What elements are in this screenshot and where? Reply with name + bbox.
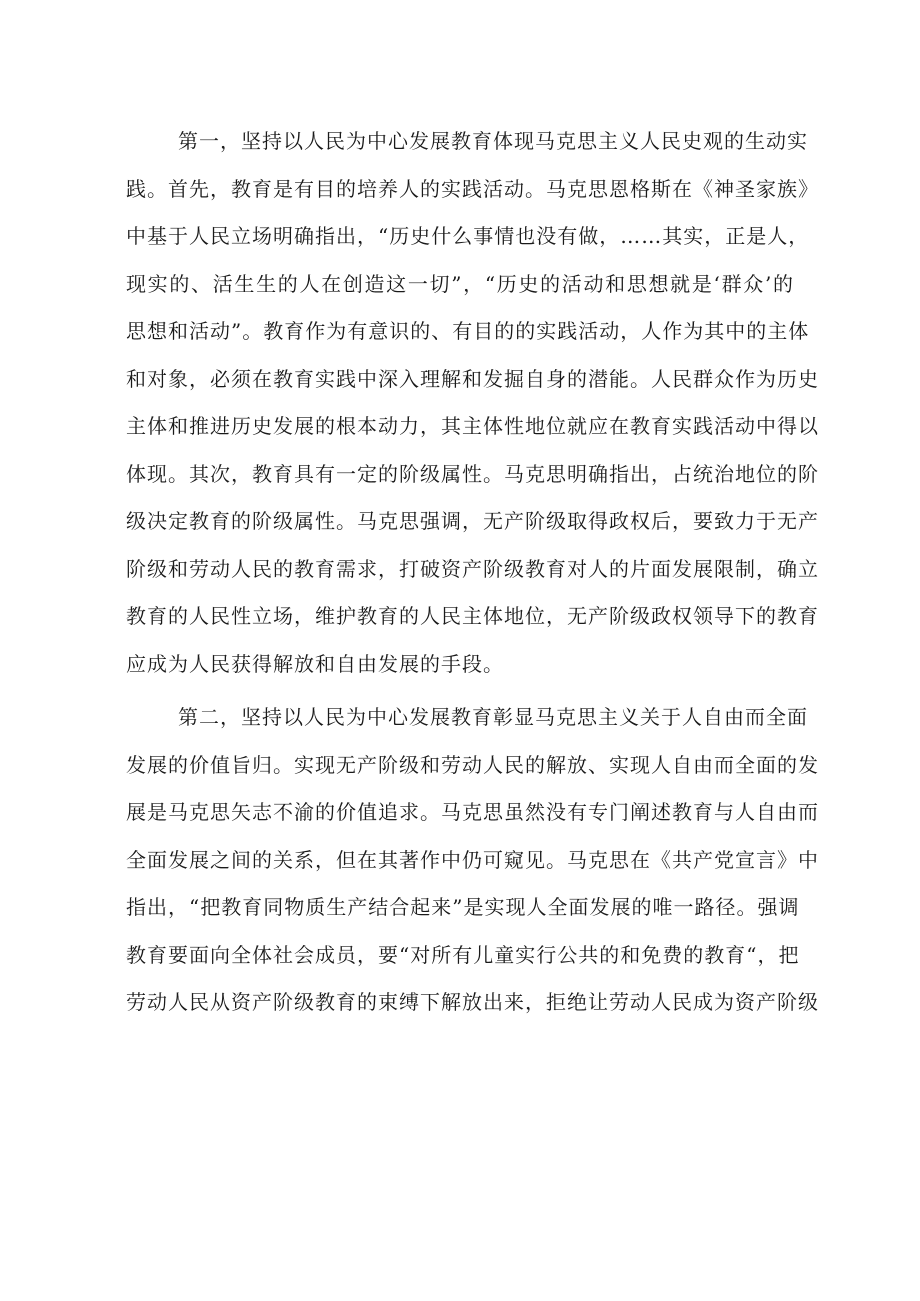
text-line: 教育的人民性立场，维护教育的人民主体地位，无产阶级政权领导下的教育 — [126, 604, 819, 628]
text-line: 第一，坚持以人民为中心发展教育体现马克思主义人民史观的生动实 — [178, 129, 808, 153]
paragraph-1 — [126, 118, 819, 688]
text-line: 展是马克思矢志不渝的价值追求。马克思虽然没有专门阐述教育与人自由而 — [126, 800, 819, 824]
text-line: 中基于人民立场明确指出，“历史什么事情也没有做，……其实，正是人， — [126, 224, 810, 248]
text-line: 现实的、活生生的人在创造这一切”，“历史的活动和思想就是‘群众’的 — [126, 271, 794, 296]
text-line: 第二，坚持以人民为中心发展教育彰显马克思主义关于人自由而全面 — [178, 705, 808, 729]
text-line: 教育要面向全体社会成员，要“对所有儿童实行公共的和免费的教育“，把 — [126, 942, 800, 967]
text-line: 思想和活动”。教育作为有意识的、有目的的实践活动，人作为其中的主体 — [126, 319, 810, 343]
text-line: 劳动人民从资产阶级教育的束缚下解放出来，拒绝让劳动人民成为资产阶级 — [126, 990, 819, 1014]
text-line: 主体和推进历史发展的根本动力，其主体性地位就应在教育实践活动中得以 — [126, 414, 819, 438]
text-line: 和对象，必须在教育实践中深入理解和发掘自身的潜能。人民群众作为历史 — [126, 366, 819, 391]
paragraph-2 — [126, 694, 819, 1027]
text-line: 全面发展之间的关系，但在其著作中仍可窥见。马克思在《共产党宣言》中 — [126, 847, 819, 872]
text-line: 指出，“把教育同物质生产结合起来”是实现人全面发展的唯一路径。强调 — [126, 895, 800, 919]
text-line: 应成为人民获得解放和自由发展的手段。 — [126, 651, 504, 676]
text-line: 发展的价值旨归。实现无产阶级和劳动人民的解放、实现人自由而全面的发 — [126, 752, 819, 777]
text-line: 体现。其次，教育具有一定的阶级属性。马克思明确指出，占统治地位的阶 — [126, 461, 819, 486]
text-line: 践。首先，教育是有目的培养人的实践活动。马克思恩格斯在《神圣家族》 — [126, 176, 819, 201]
text-line: 阶级和劳动人民的教育需求，打破资产阶级教育对人的片面发展限制，确立 — [126, 556, 819, 581]
document-body — [126, 118, 819, 1027]
text-line: 级决定教育的阶级属性。马克思强调，无产阶级取得政权后，要致力于无产 — [126, 509, 819, 533]
